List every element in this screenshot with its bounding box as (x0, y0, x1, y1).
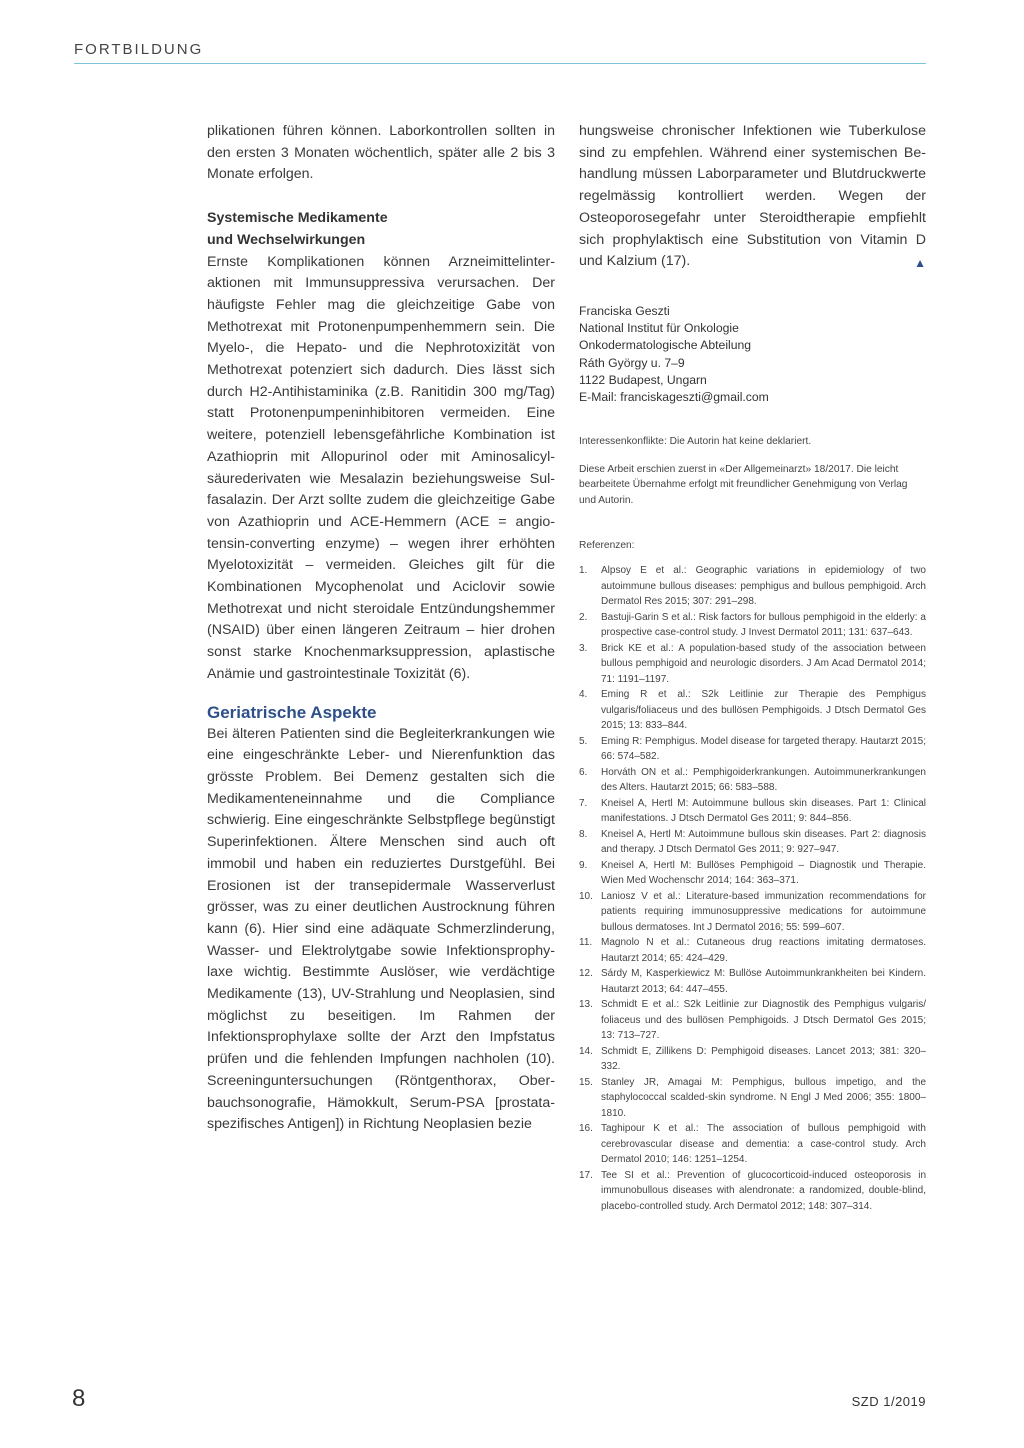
reference-text: Kneisel A, Hertl M: Bullöses Pemphigoid – Diagnostik und Therapie. Wien Med Wochenschr 2014; 164: 363–371. (601, 859, 926, 887)
reference-item (579, 641, 926, 688)
reference-number: 3. (579, 642, 588, 654)
reference-text: Eming R et al.: S2k Leitlinie zur Therapie des Pemphigus vulgaris/foliaceus und des bullösen Pemphigoids. J Dtsch Dermatol Ges 2015; 13: 833–844. (601, 689, 926, 732)
reference-text: Eming R: Pemphigus. Model disease for targeted therapy. Hautarzt 2015; 66: 574–582. (601, 735, 926, 763)
reference-text: Laniosz V et al.: Literature-based immunization recommendations for patients requiring immunosuppressive medications for autoimmune bullous dermatoses. Int J Dermatol 2016; 55: 599–607. (601, 890, 926, 933)
intro-paragraph: plikationen führen können. Laborkontrollen sollten in den ersten 3 Monaten wöchentlich, später alle 2 bis 3 Monate erfolgen. (207, 123, 555, 183)
spacer (207, 186, 555, 208)
author-institute: National Institut für Onkologie (579, 321, 739, 336)
reference-item (579, 765, 926, 796)
reference-text: Schmidt E et al.: S2k Leitlinie zur Diagnostik des Pemphigus vulgaris/ foliaceus und des bullösen Pemphigoids. J Dtsch Dermatol Ges 2015; 13: 713–727. (601, 999, 926, 1042)
geriatric-paragraph: Bei älteren Patienten sind die Begleiterkrankungen wie eine eingeschränkte Leber- und Nierenfunktion das grösste Problem. Bei Demenz gestalten sich die Medikamenteneinnahme und die Compliance schwierig. Eine eingeschränkte Selbstpflege begünstigt Superinfektionen. Ältere Menschen sind auch oft immobil und haben ein reduziertes Durstgefühl. Bei Erosionen ist der transepidermale Wasserverlust grösser, was zu einer deutlichen Austrocknung führen kann (6). Hier sind eine adäquate Schmerzlinderung, Wasser- und Elektrolytgabe sowie Infektionsprophylaxe wichtig. Bestimmte Auslöser, wie verdächtige Medikamente (13), UV-Strahlung und Neoplasien, sind möglichst zu beseitigen. Im Rahmen der Infektionsprophylaxe sollte der Arzt den Impfstatus prüfen und die fehlenden Impfungen nachholen (10). Screeninguntersuchungen (Röntgenthorax, Oberbauchsonografie, Hämokkult, Serum-PSA [prostataspezifisches Antigen]) in Richtung Neoplasien bezie (207, 725, 555, 1133)
reference-text: Tee SI et al.: Prevention of glucocorticoid-induced osteoporosis in immunobullous diseases with alendronate: a randomized, double-blind, placebo-controlled study. Arch Dermatol 2012; 148: 307–314. (601, 1169, 926, 1212)
end-triangle-icon: ▲ (914, 256, 926, 271)
reference-number: 14. (579, 1045, 593, 1057)
author-block (579, 303, 926, 406)
reference-number: 2. (579, 611, 588, 623)
reference-text: Schmidt E, Zillikens D: Pemphigoid diseases. Lancet 2013; 381: 320–332. (601, 1045, 926, 1073)
page-number: 8 (72, 1385, 86, 1412)
reference-number: 5. (579, 735, 588, 747)
reference-number: 8. (579, 828, 588, 840)
reference-item (579, 827, 926, 858)
section-label: FORTBILDUNG (74, 41, 204, 58)
reference-item (579, 966, 926, 997)
reference-number: 4. (579, 689, 588, 701)
right-column (579, 121, 926, 1214)
continuation-text: hungsweise chronischer Infektionen wie Tuberkulose sind zu empfehlen. Während einer systemischen Behandlung müssen Laborparameter und Blutdruckwerte regelmässig kontrolliert werden. Wegen der Osteoporosegefahr unter Steroidtherapie empfiehlt sich prophylaktisch eine Substitution von Vitamin D und Kalzium (17). (579, 123, 926, 270)
left-column (207, 121, 555, 1136)
reference-item (579, 687, 926, 734)
source-note: Diese Arbeit erschien zuerst in «Der Allgemeinarzt» 18/2017. Die leicht bearbeitete Übernahme erfolgt mit freundlicher Genehmigung von Verlag und Autorin. (579, 463, 908, 506)
reference-number: 17. (579, 1169, 593, 1181)
reference-item (579, 858, 926, 889)
reference-text: Alpsoy E et al.: Geographic variations in epidemiology of two autoimmune bullous diseases: pemphigus and bullous pemphigoid. Arch Dermatol Res 2015; 307: 291–298. (601, 565, 926, 608)
reference-text: Brick KE et al.: A population-based study of the association between bullous pemphigoid and neurologic disorders. J Am Acad Dermatol 2014; 71: 1191–1197. (601, 642, 926, 685)
author-name: Franciska Geszti (579, 303, 670, 318)
reference-item (579, 796, 926, 827)
reference-text: Taghipour K et al.: The association of bullous pemphigoid with cerebrovascular disease and dementia: a case-control study. Arch Dermatol 2010; 146: 1251–1254. (601, 1123, 926, 1166)
reference-text: Kneisel A, Hertl M: Autoimmune bullous skin diseases. Part 1: Clinical manifestations. J Dtsch Dermatol Ges 2011; 9: 844–856. (601, 797, 926, 825)
reference-text: Bastuji-Garin S et al.: Risk factors for bullous pemphigoid in the elderly: a prospective case-control study. J Invest Dermatol 2011; 131: 637–643. (601, 611, 926, 639)
reference-number: 11. (579, 937, 593, 949)
author-email: E-Mail: franciskageszti@gmail.com (579, 389, 769, 404)
reference-number: 7. (579, 797, 588, 809)
reference-text: Kneisel A, Hertl M: Autoimmune bullous skin diseases. Part 2: diagnosis and therapy. J Dtsch Dermatol Ges 2011; 9: 927–947. (601, 828, 926, 856)
reference-item (579, 563, 926, 610)
conflict-note: Interessenkonflikte: Die Autorin hat keine deklariert. (579, 436, 812, 448)
reference-item (579, 997, 926, 1044)
reference-item (579, 1168, 926, 1215)
subheading-line-1: Systemische Medikamente (207, 210, 388, 227)
reference-item (579, 610, 926, 641)
author-city: 1122 Budapest, Ungarn (579, 372, 707, 387)
reference-number: 1. (579, 565, 588, 577)
reference-number: 13. (579, 999, 593, 1011)
references-list (579, 563, 926, 1214)
journal-issue: SZD 1/2019 (851, 1394, 926, 1409)
reference-number: 10. (579, 890, 593, 902)
reference-number: 6. (579, 766, 588, 778)
references-title: Referenzen: (579, 540, 635, 552)
reference-item (579, 734, 926, 765)
reference-text: Magnolo N et al.: Cutaneous drug reactions imitating dermatoses. Hautarzt 2014; 65: 424–429. (601, 937, 926, 964)
reference-text: Sárdy M, Kasperkiewicz M: Bullöse Autoimmunkrankheiten bei Kindern. Hautarzt 2013; 64: 447–455. (601, 968, 926, 995)
author-department: Onkodermatologische Abteilung (579, 338, 752, 353)
section-title-geriatric: Geriatrische Aspekte (207, 702, 377, 722)
reference-number: 16. (579, 1123, 593, 1135)
reference-item (579, 935, 926, 966)
reference-text: Stanley JR, Amagai M: Pemphigus, bullous impetigo, and the staphylococcal scalded-skin syndrome. N Engl J Med 2006; 355: 1800–1810. (601, 1076, 926, 1119)
interactions-paragraph: Ernste Komplikationen können Arzneimittelinteraktionen mit Immunsuppressiva verursachen. Der häufigste Fehler mag die gleichzeitige Gabe von Methotrexat mit Protonenpumpenhemmern sein. Die Myelo-, die Hepato- und die Nephrotoxizität von Methotrexat potenziert sich dadurch. Dies lässt sich durch H2-Antihistaminika (z.B. Ranitidin 300 mg/Tag) statt Protonenpumpeninhibitoren vermeiden. Eine weitere, potenziell lebensgefährliche Kombination ist Azathioprin mit Allopurinol oder mit Aminosalicylsäurederivaten wie Mesalazin beziehungsweise Sulfasalazin. Der Arzt sollte zudem die gleichzeitige Gabe von Azathioprin und ACE-Hemmern (ACE = angiotensin-converting enzyme) – wegen ihrer erhöhten Myelotoxizität – vermeiden. Gleiches gilt für die Kombinationen Mycophenolat und Aciclovir sowie Methotrexat und nicht steroidale Entzündungshemmer (NSAID) über einen längeren Zeitraum – hier drohen sonst starke Knochenmarksuppression, aplastische Anämie und gastrointestinale Toxizität (6). (207, 253, 555, 682)
subheading-line-2: und Wechselwirkungen (207, 231, 366, 248)
header-divider (74, 63, 926, 64)
reference-item (579, 1044, 926, 1075)
reference-item (579, 889, 926, 936)
continuation-paragraph (579, 121, 926, 273)
reference-item (579, 1075, 926, 1122)
author-street: Ráth György u. 7–9 (579, 355, 685, 370)
reference-number: 9. (579, 859, 588, 871)
reference-item (579, 1121, 926, 1168)
reference-text: Horváth ON et al.: Pemphigoiderkrankungen. Autoimmunerkrankungen des Alters. Hautarzt 2015; 66: 583–588. (601, 766, 926, 794)
reference-number: 12. (579, 968, 593, 980)
reference-number: 15. (579, 1076, 593, 1088)
